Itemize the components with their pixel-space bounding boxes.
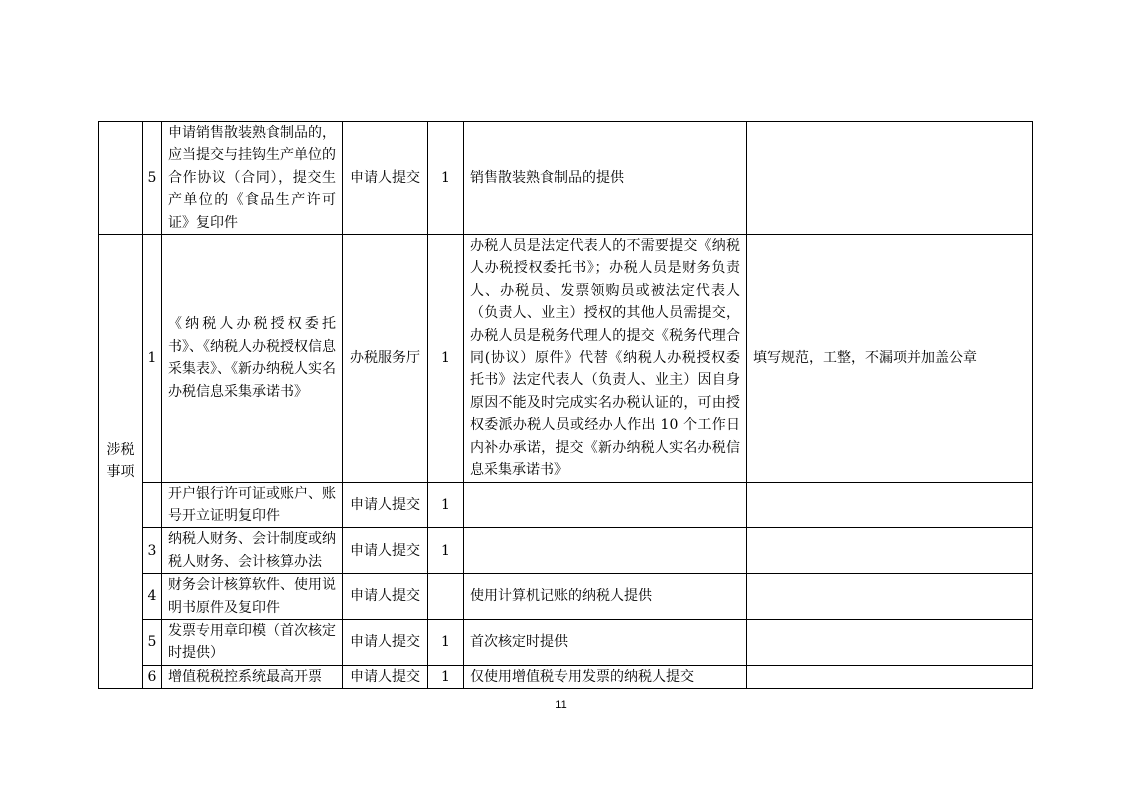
- material-note: [464, 528, 747, 574]
- material-source: 申请人提交: [343, 574, 428, 620]
- material-quantity: [428, 574, 464, 620]
- material-name: 发票专用章印模（首次核定时提供）: [162, 619, 343, 665]
- material-requirement: [747, 482, 1033, 528]
- material-note: 仅使用增值税专用发票的纳税人提交: [464, 665, 747, 688]
- row-number: 1: [143, 235, 162, 482]
- material-source: 办税服务厅: [343, 235, 428, 482]
- material-note: [464, 482, 747, 528]
- material-requirement: [747, 528, 1033, 574]
- material-quantity: 1: [428, 528, 464, 574]
- material-name: 纳税人财务、会计制度或纳税人财务、会计核算办法: [162, 528, 343, 574]
- material-requirement: 填写规范，工整，不漏项并加盖公章: [747, 235, 1033, 482]
- category-cell-empty: [99, 122, 143, 235]
- material-note: 首次核定时提供: [464, 619, 747, 665]
- table-row: [99, 528, 1033, 574]
- material-note: 办税人员是法定代表人的不需要提交《纳税人办税授权委托书》；办税人员是财务负责人、办税员、发票领购员或被法定代表人（负责人、业主）授权的其他人员需提交，办税人员是税务代理人的提交《税务代理合同(协议）原件》代替《纳税人办税授权委托书》法定代表人（负责人、业主）因自身原因不能及时完成实名办税认证的，可由授权委派办税人员或经办人作出 10 个工作日内补办承诺，提交《新办纳税人实名办税信息采集承诺书》: [464, 235, 747, 482]
- material-requirement: [747, 619, 1033, 665]
- material-name: 《纳税人办税授权委托书》、《纳税人办税授权信息采集表》、《新办纳税人实名办税信息采集承诺书》: [162, 235, 343, 482]
- material-requirement: [747, 122, 1033, 235]
- table-row: [99, 665, 1033, 688]
- material-quantity: 1: [428, 482, 464, 528]
- material-source: 申请人提交: [343, 665, 428, 688]
- row-number: [143, 482, 162, 528]
- row-number: 5: [143, 619, 162, 665]
- material-name: 申请销售散装熟食制品的，应当提交与挂钩生产单位的合作协议（合同），提交生产单位的《食品生产许可证》复印件: [162, 122, 343, 235]
- material-source: 申请人提交: [343, 482, 428, 528]
- material-source: 申请人提交: [343, 122, 428, 235]
- material-name: 财务会计核算软件、使用说明书原件及复印件: [162, 574, 343, 620]
- table-row: [99, 122, 1033, 235]
- material-requirement: [747, 574, 1033, 620]
- row-number: 3: [143, 528, 162, 574]
- material-source: 申请人提交: [343, 619, 428, 665]
- table-row: [99, 482, 1033, 528]
- material-note: 销售散装熟食制品的提供: [464, 122, 747, 235]
- material-quantity: 1: [428, 619, 464, 665]
- materials-table: [98, 121, 1033, 689]
- material-name: 开户银行许可证或账户、账号开立证明复印件: [162, 482, 343, 528]
- row-number: 5: [143, 122, 162, 235]
- material-name: 增值税税控系统最高开票: [162, 665, 343, 688]
- material-requirement: [747, 665, 1033, 688]
- material-note: 使用计算机记账的纳税人提供: [464, 574, 747, 620]
- table-row: [99, 619, 1033, 665]
- material-quantity: 1: [428, 122, 464, 235]
- material-quantity: 1: [428, 235, 464, 482]
- material-quantity: 1: [428, 665, 464, 688]
- category-label: 涉税事项: [106, 442, 135, 481]
- category-cell: [99, 235, 143, 689]
- material-source: 申请人提交: [343, 528, 428, 574]
- row-number: 4: [143, 574, 162, 620]
- table-row: [99, 574, 1033, 620]
- page-number: 11: [555, 699, 567, 711]
- table-row: [99, 235, 1033, 482]
- row-number: 6: [143, 665, 162, 688]
